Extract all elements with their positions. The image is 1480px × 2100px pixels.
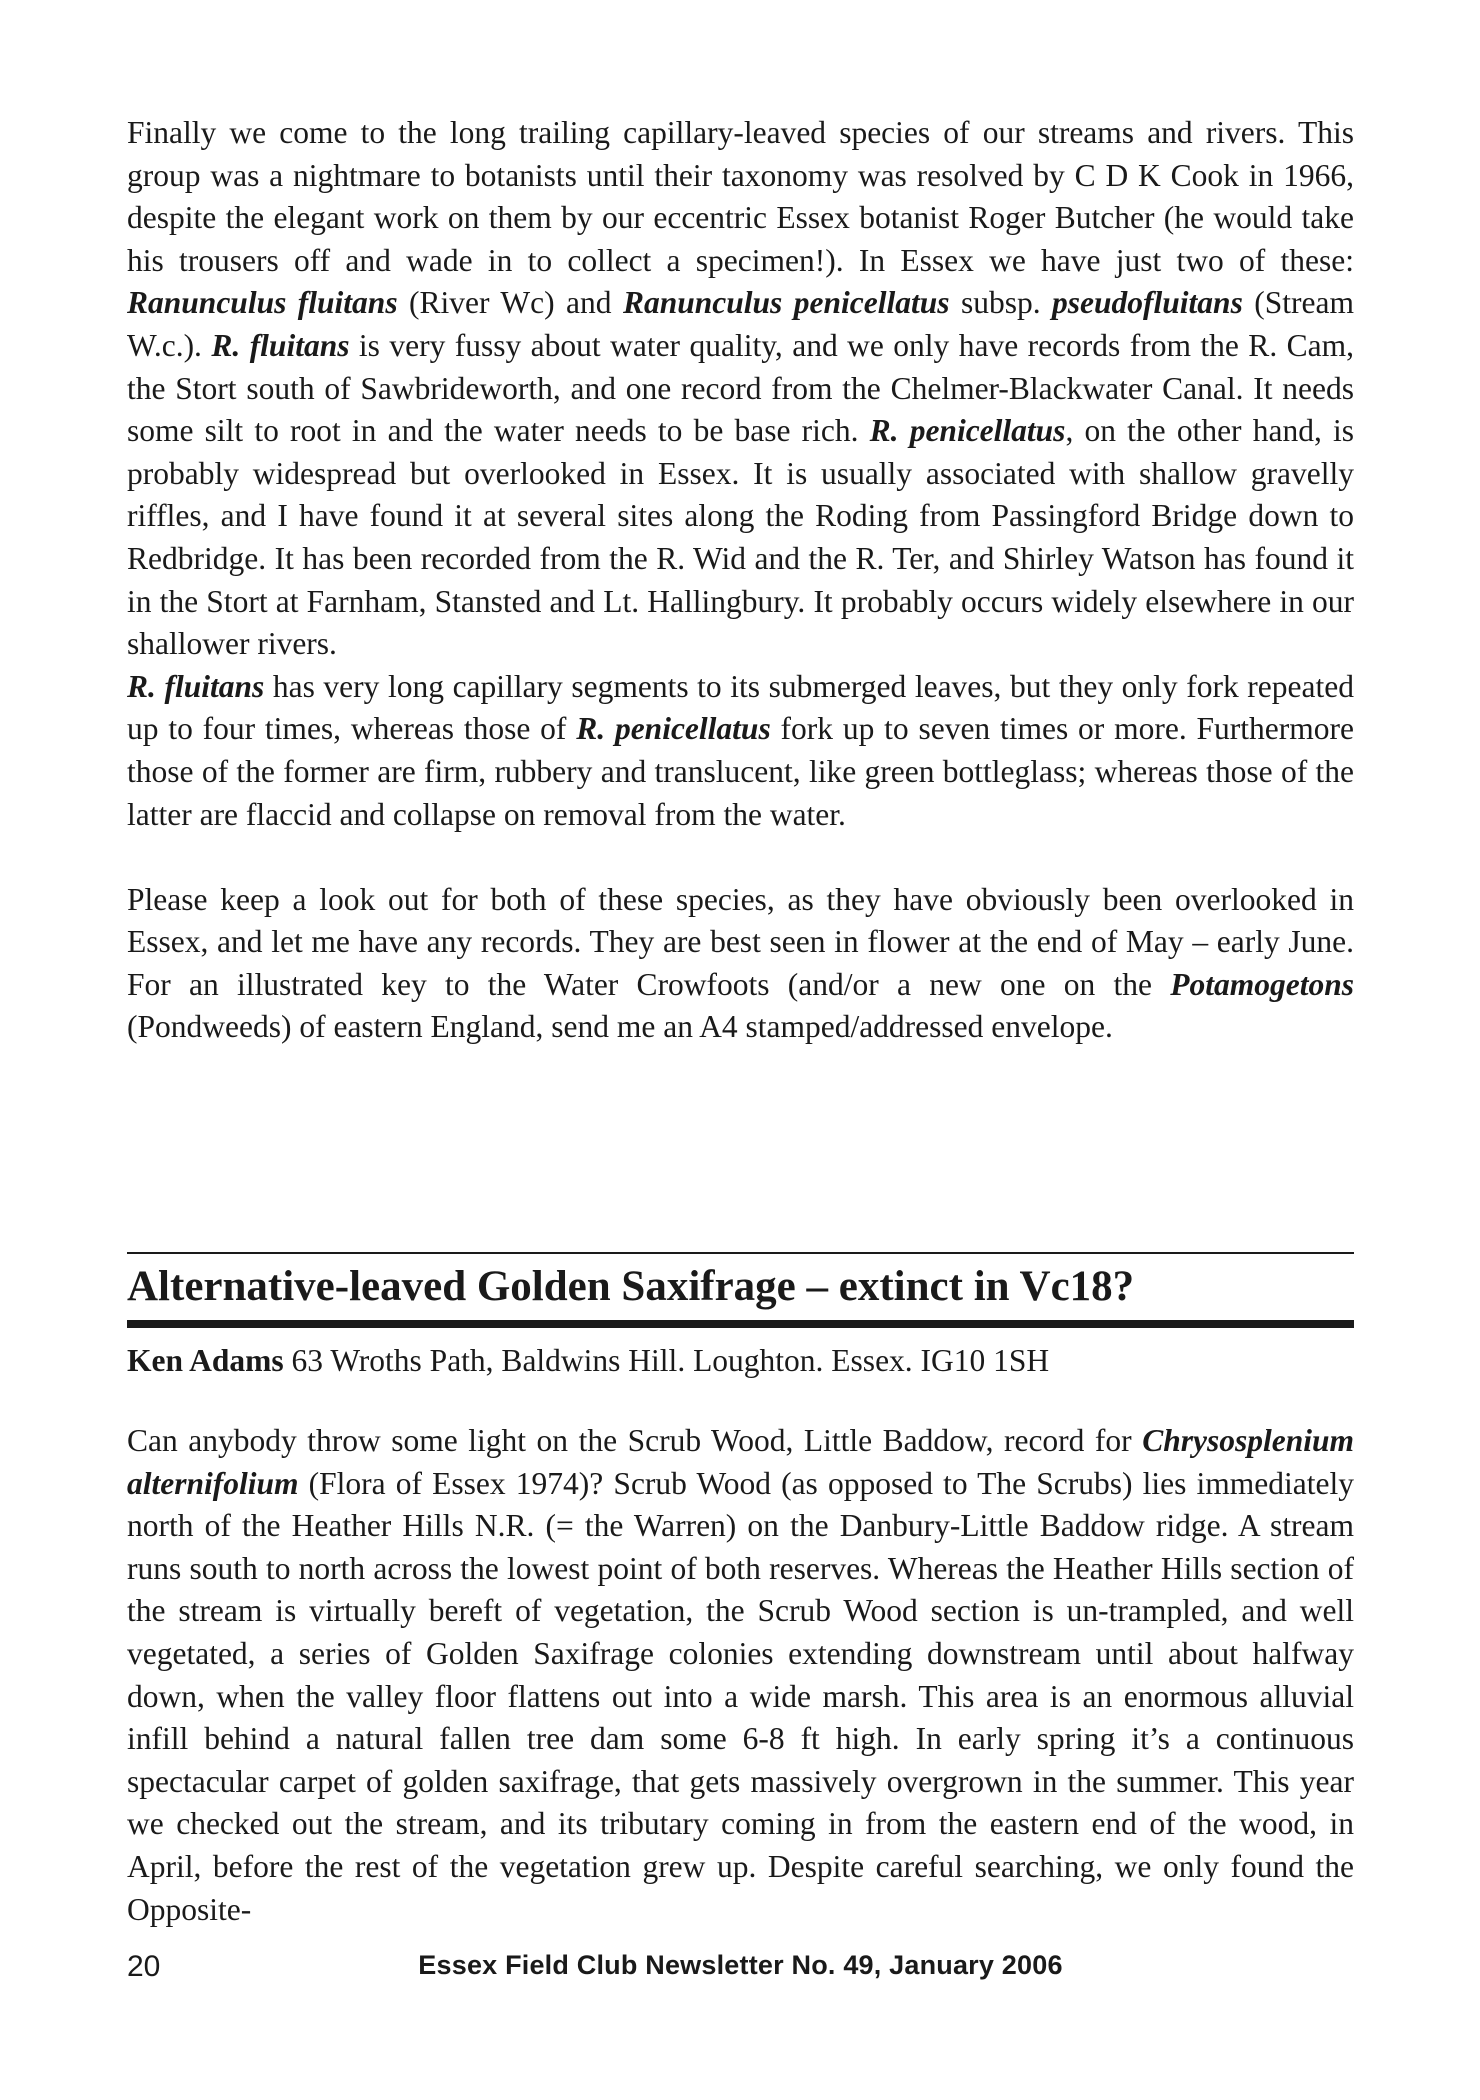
species-name-emphasis (127, 669, 264, 704)
paragraph-scrub-wood (127, 1420, 1354, 1931)
species-name-emphasis (127, 285, 398, 320)
page-number: 20 (127, 1950, 161, 1983)
text-run: Can anybody throw some light on the Scrub Wood, Little Baddow, record for (127, 1423, 1143, 1458)
author-line (127, 1340, 1354, 1382)
species-name-emphasis (870, 413, 1066, 448)
species-name-emphasis (1170, 967, 1354, 1002)
paragraph-species-intro (127, 112, 1354, 666)
species-name-emphasis (576, 711, 770, 746)
text-run: is very fussy about water quality, and we only have records from the R. Cam, the Stort south of Sawbrideworth, and one record from the Chelmer-Blackwater Canal. It needs some silt to root in and the water needs to be base rich. (127, 327, 1354, 449)
section-golden-saxifrage (127, 1420, 1354, 1931)
text-run: (River Wc) and (397, 285, 623, 321)
page-footer (127, 1950, 1354, 1990)
species-name: Potamogetons (1170, 966, 1354, 1002)
species-name-emphasis (211, 328, 349, 363)
species-name: R. fluitans (127, 668, 265, 704)
species-name: Ranunculus penicellatus (622, 285, 950, 321)
species-name-emphasis (623, 285, 950, 320)
publication-title: Essex Field Club Newsletter No. 49, January 2006 (418, 1950, 1063, 1980)
article-heading: Alternative-leaved Golden Saxifrage – extinct in Vc18? (127, 1263, 1135, 1310)
heading-rule-bottom (127, 1320, 1354, 1328)
text-run: (Stream W.c.). (127, 285, 1355, 363)
text-run: Please keep a look out for both of these species, as they have obviously been overlooked in Essex, and let me have any records. They are best seen in flower at the end of May – early June. For an illustrated key to the Water Crowfoots (and/or a new one on the (127, 881, 1354, 1002)
species-name: pseudofluitans (1052, 285, 1243, 321)
article-heading-block (127, 1252, 1354, 1328)
paragraph-records-request (127, 879, 1354, 1049)
author-name: Ken Adams (127, 1343, 284, 1378)
text-run: subsp. (949, 285, 1053, 321)
species-name: Chrysosplenium alternifolium (127, 1423, 1354, 1501)
species-name: R. fluitans (211, 327, 350, 363)
text-run: has very long capillary segments to its submerged leaves, but they only fork repeated up to four times, whereas those of (127, 668, 1354, 747)
text-run: (Pondweeds) of eastern England, send me an A4 stamped/addressed envelope. (127, 1009, 1113, 1045)
text-run: (Flora of Essex 1974)? Scrub Wood (as opposed to The Scrubs) lies immediately north of the Heather Hills N.R. (= the Warren) on the Danbury-Little Baddow ridge. A stream runs south to north across the lowest point of both reserves. Whereas the Heather Hills section of the stream is virtually bereft of vegetation, the Scrub Wood section is un-trampled, and well vegetated, a series of Golden Saxifrage colonies extending downstream until about halfway down, when the valley floor flattens out into a wide marsh. This area is an enormous alluvial infill behind a natural fallen tree dam some 6-8 ft high. In early spring it’s a continuous spectacular carpet of golden saxifrage, that gets massively overgrown in the summer. This year we checked out the stream, and its tributary coming in from the eastern end of the wood, in April, before the rest of the vegetation grew up. Despite careful searching, we only found the Opposite- (127, 1465, 1354, 1927)
species-name: R. penicellatus (576, 711, 771, 747)
text-run: fork up to seven times or more. Furthermore those of the former are firm, rubbery and translucent, like green bottleglass; whereas those of the latter are flaccid and collapse on removal from the water. (127, 711, 1354, 832)
paragraph-leaf-comparison (127, 666, 1354, 836)
text-run: Finally we come to the long trailing capillary-leaved species of our streams and rivers. This group was a nightmare to botanists until their taxonomy was resolved by C D K Cook in 1966, despite the elegant work on them by our eccentric Essex botanist Roger Butcher (he would take his trousers off and wade in to collect a specimen!). In Essex we have just two of these: (127, 115, 1354, 278)
section-water-crowfoots (127, 112, 1354, 1049)
text-run: , on the other hand, is probably widespread but overlooked in Essex. It is usually associated with shallow gravelly riffles, and I have found it at several sites along the Roding from Passingford Bridge down to Redbridge. It has been recorded from the R. Wid and the R. Ter, and Shirley Watson has found it in the Stort at Farnham, Stansted and Lt. Hallingbury. It probably occurs widely elsewhere in our shallower rivers. (127, 413, 1354, 662)
species-name: Ranunculus fluitans (127, 285, 398, 321)
species-name-emphasis (1052, 285, 1243, 320)
author-address: 63 Wroths Path, Baldwins Hill. Loughton. Essex. IG10 1SH (283, 1343, 1050, 1378)
species-name: R. penicellatus (869, 413, 1066, 449)
